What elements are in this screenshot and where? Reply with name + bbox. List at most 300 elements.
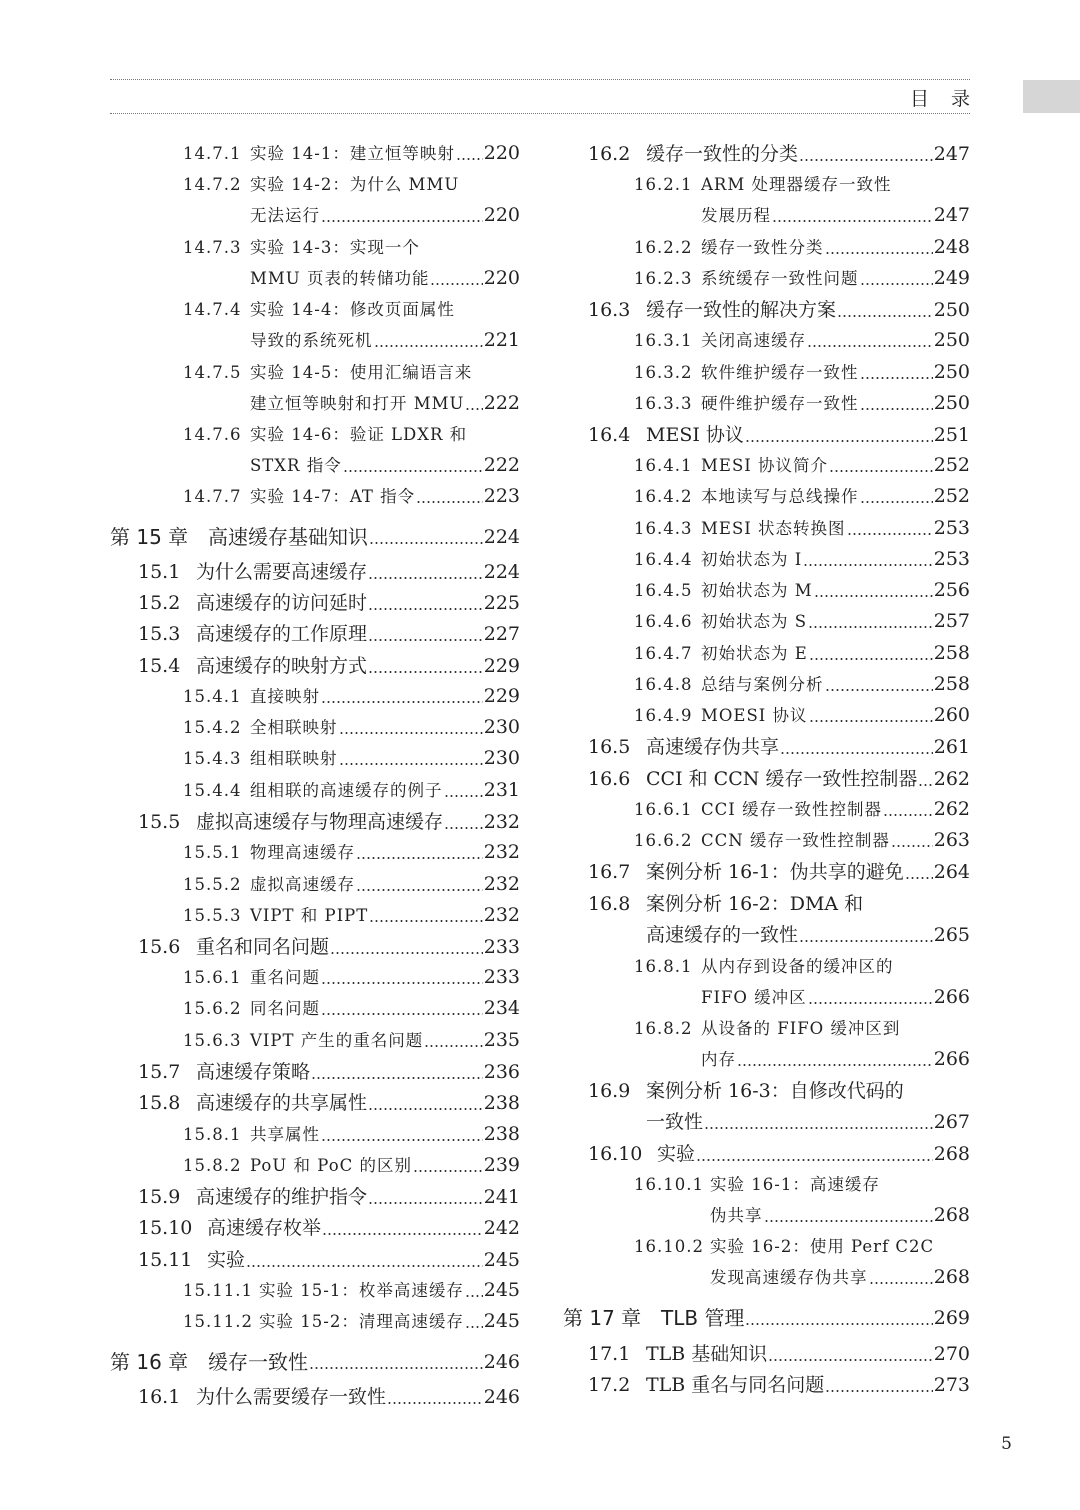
toc-entry-page: 269 [933, 1307, 970, 1329]
dot-leader [339, 743, 483, 774]
dot-leader [369, 522, 483, 553]
toc-entry-page: 253 [933, 548, 970, 570]
toc-entry-page: 249 [933, 267, 970, 289]
dot-leader [321, 962, 483, 993]
toc-entry[interactable] [588, 420, 970, 451]
toc-entry-number: 15.6.1 [183, 968, 242, 987]
toc-entry[interactable] [138, 1382, 520, 1413]
toc-entry[interactable] [634, 357, 970, 388]
dot-leader [246, 1245, 483, 1276]
toc-entry[interactable] [183, 1306, 520, 1337]
dot-leader [860, 388, 933, 419]
toc-entry-page: 258 [933, 673, 970, 695]
toc-entry-page: 227 [483, 623, 520, 645]
dot-leader [799, 139, 933, 170]
toc-entry-number: 14.7.1 [183, 144, 242, 163]
dot-leader [321, 1119, 483, 1150]
dot-leader [825, 1370, 932, 1401]
toc-entry[interactable] [183, 900, 520, 931]
toc-entry-title: CCI 和 CCN 缓存一致性控制器 [646, 768, 918, 790]
dot-leader [825, 669, 933, 700]
toc-entry-title: 全相联映射 [250, 718, 338, 737]
toc-entry[interactable] [110, 522, 520, 553]
toc-entry[interactable] [634, 450, 970, 481]
toc-entry-page: 223 [483, 485, 520, 507]
toc-entry-title: 缓存一致性的解决方案 [646, 299, 837, 321]
dot-leader [368, 1182, 483, 1213]
dot-leader [809, 700, 933, 731]
toc-entry[interactable] [183, 419, 520, 481]
toc-entry[interactable] [588, 139, 970, 170]
toc-entry-number: 16.7 [588, 861, 631, 883]
toc-entry[interactable] [634, 263, 970, 294]
dot-leader [465, 1275, 483, 1306]
dot-leader [311, 1057, 483, 1088]
toc-entry-page: 270 [933, 1343, 970, 1365]
toc-entry[interactable] [138, 619, 520, 650]
toc-entry-title: ARM 处理器缓存一致性 [701, 175, 892, 194]
dot-leader [444, 807, 483, 838]
toc-entry-title: 实验 15-1：枚举高速缓存 [259, 1281, 464, 1300]
toc-entry-title: 高速缓存基础知识 [208, 525, 368, 549]
dot-leader [465, 388, 482, 419]
toc-entry-number: 15.11 [138, 1249, 193, 1271]
dot-leader [860, 357, 933, 388]
toc-entry-page: 252 [933, 454, 970, 476]
toc-entry[interactable] [183, 993, 520, 1024]
toc-entry[interactable] [183, 138, 520, 169]
toc-entry-number: 16.2.2 [634, 238, 693, 257]
toc-entry-number: 15.6.2 [183, 999, 242, 1018]
toc-entry-title: 一致性 [646, 1111, 704, 1133]
toc-entry-number: 15.1 [138, 561, 181, 583]
toc-entry-title: 导致的系统死机 [250, 331, 373, 350]
toc-entry-title: 无法运行 [250, 206, 320, 225]
toc-entry-number: 16.4.5 [634, 581, 693, 600]
toc-entry-number: 16.4.9 [634, 706, 693, 725]
toc-entry-title: 高速缓存的一致性 [646, 924, 799, 946]
dot-leader [918, 764, 932, 795]
toc-entry[interactable] [138, 588, 520, 619]
toc-entry-title: 从内存到设备的缓冲区的 [701, 957, 894, 976]
toc-entry-page: 245 [483, 1249, 520, 1271]
toc-entry-number: 15.4.1 [183, 687, 242, 706]
toc-entry[interactable] [588, 857, 970, 888]
dot-leader [465, 1306, 483, 1337]
dot-leader [772, 200, 933, 231]
toc-entry[interactable] [634, 481, 970, 512]
dot-leader [745, 420, 933, 451]
toc-entry-number: 16.6.1 [634, 800, 693, 819]
toc-entry-page: 242 [483, 1217, 520, 1239]
toc-entry[interactable] [138, 1088, 520, 1119]
toc-entry-number: 14.7.3 [183, 238, 242, 257]
toc-entry-number: 15.4.2 [183, 718, 242, 737]
toc-entry-number: 15.8 [138, 1092, 181, 1114]
toc-entry[interactable] [588, 889, 970, 951]
toc-entry-title: 本地读写与总线操作 [701, 487, 859, 506]
toc-entry-number: 15.10 [138, 1217, 193, 1239]
toc-entry-page: 233 [483, 936, 520, 958]
toc-entry-page: 246 [483, 1351, 520, 1373]
toc-entry[interactable] [563, 1303, 970, 1334]
toc-entry[interactable] [634, 1169, 970, 1231]
dot-leader [814, 575, 933, 606]
toc-entry-number: 16.3.3 [634, 394, 693, 413]
toc-entry-number: 16.10 [588, 1143, 643, 1165]
toc-entry-number: 17.2 [588, 1374, 631, 1396]
toc-entry-page: 264 [933, 861, 970, 883]
toc-entry-title: 同名问题 [250, 999, 320, 1018]
toc-entry-number: 16.4.2 [634, 487, 693, 506]
toc-entry-title: 高速缓存的访问延时 [196, 592, 368, 614]
toc-entry-title: 案例分析 16-2：DMA 和 [646, 893, 864, 915]
toc-entry-number: 第 17 章 [563, 1306, 642, 1330]
toc-entry-number: 14.7.6 [183, 425, 242, 444]
toc-entry[interactable] [588, 1370, 970, 1401]
toc-entry[interactable] [183, 837, 520, 868]
toc-entry-page: 245 [483, 1279, 520, 1301]
toc-entry[interactable] [634, 575, 970, 606]
toc-entry-number: 16.8.2 [634, 1019, 693, 1038]
toc-entry[interactable] [138, 651, 520, 682]
toc-entry-number: 14.7.2 [183, 175, 242, 194]
toc-entry-number: 16.4.3 [634, 519, 693, 538]
dot-leader [413, 1150, 483, 1181]
dot-leader [704, 1107, 933, 1138]
toc-entry[interactable] [183, 169, 520, 231]
toc-entry-page: 225 [483, 592, 520, 614]
dot-leader [416, 481, 483, 512]
toc-entry[interactable] [634, 638, 970, 669]
toc-entry-title: TLB 基础知识 [646, 1343, 768, 1365]
toc-entry-number: 14.7.7 [183, 487, 242, 506]
toc-entry-page: 246 [483, 1386, 520, 1408]
toc-entry-page: 232 [483, 873, 520, 895]
toc-entry-page: 258 [933, 642, 970, 664]
toc-entry-number: 16.9 [588, 1080, 631, 1102]
toc-entry-page: 266 [933, 986, 970, 1008]
toc-entry-page: 256 [933, 579, 970, 601]
toc-entry[interactable] [634, 825, 970, 856]
toc-entry-number: 16.6.2 [634, 831, 693, 850]
toc-entry-number: 14.7.5 [183, 363, 242, 382]
toc-entry-title: 硬件维护缓存一致性 [701, 394, 859, 413]
toc-entry-page: 238 [483, 1092, 520, 1114]
toc-entry-page: 252 [933, 485, 970, 507]
toc-entry-title: 案例分析 16-3：自修改代码的 [646, 1080, 904, 1102]
toc-entry[interactable] [183, 1025, 520, 1056]
toc-entry-number: 15.4 [138, 655, 181, 677]
toc-entry-number: 15.5.3 [183, 906, 242, 925]
toc-entry-number: 14.7.4 [183, 300, 242, 319]
toc-entry-page: 224 [483, 526, 520, 548]
toc-entry-title: PoU 和 PoC 的区别 [250, 1156, 412, 1175]
toc-entry[interactable] [183, 775, 520, 806]
toc-entry-page: 229 [483, 655, 520, 677]
toc-entry-number: 16.3.2 [634, 363, 693, 382]
toc-entry-number: 15.4.4 [183, 781, 242, 800]
toc-entry-title: 为什么需要高速缓存 [196, 561, 368, 583]
dot-leader [456, 138, 483, 169]
dot-leader [809, 638, 933, 669]
toc-entry-title: 高速缓存的维护指令 [196, 1186, 368, 1208]
dot-leader [860, 481, 933, 512]
toc-entry-title: 实验 14-1：建立恒等映射 [250, 144, 455, 163]
toc-entry-title: 发展历程 [701, 206, 771, 225]
toc-entry[interactable] [634, 1013, 970, 1075]
toc-entry[interactable] [183, 1150, 520, 1181]
toc-entry[interactable] [183, 1275, 520, 1306]
toc-entry-number: 15.8.1 [183, 1125, 242, 1144]
toc-entry-number: 15.11.2 [183, 1312, 253, 1331]
toc-entry-title: 初始状态为 S [701, 612, 808, 631]
dot-leader [807, 325, 933, 356]
toc-entry[interactable] [138, 557, 520, 588]
toc-entry-number: 15.8.2 [183, 1156, 242, 1175]
toc-entry-title: 总结与案例分析 [701, 675, 824, 694]
toc-entry-page: 221 [483, 329, 520, 351]
dot-leader [368, 651, 483, 682]
toc-entry-title: 实验 15-2：清理高速缓存 [259, 1312, 464, 1331]
toc-entry-number: 16.4 [588, 424, 631, 446]
toc-entry-title: 实验 [207, 1249, 246, 1271]
toc-entry-title: 发现高速缓存伪共享 [710, 1268, 868, 1287]
dot-leader [799, 920, 933, 951]
toc-entry-page: 236 [483, 1061, 520, 1083]
toc-entry[interactable] [634, 794, 970, 825]
dot-leader [430, 263, 482, 294]
toc-entry-page: 247 [933, 143, 970, 165]
toc-entry[interactable] [634, 544, 970, 575]
toc-entry-title: MMU 页表的转储功能 [250, 269, 430, 288]
toc-entry-page: 263 [933, 829, 970, 851]
toc-entry[interactable] [183, 681, 520, 712]
toc-entry-title: 实验 14-7：AT 指令 [250, 487, 416, 506]
toc-entry-title: 系统缓存一致性问题 [701, 269, 859, 288]
toc-entry[interactable] [138, 932, 520, 963]
dot-leader [356, 869, 483, 900]
dot-leader [321, 993, 483, 1024]
page-number: 5 [1001, 1434, 1012, 1454]
toc-entry-page: 268 [933, 1204, 970, 1226]
toc-entry[interactable] [183, 232, 520, 294]
toc-entry-title: 高速缓存伪共享 [646, 736, 780, 758]
toc-entry-number: 16.3 [588, 299, 631, 321]
toc-entry-page: 232 [483, 811, 520, 833]
toc-entry-title: 伪共享 [710, 1206, 763, 1225]
toc-entry[interactable] [183, 294, 520, 356]
toc-entry-title: TLB 重名与同名问题 [646, 1374, 825, 1396]
toc-entry-number: 16.2.3 [634, 269, 693, 288]
toc-entry-title: 从设备的 FIFO 缓冲区到 [701, 1019, 901, 1038]
toc-entry-title: 实验 14-3：实现一个 [250, 238, 420, 257]
toc-entry-title: 初始状态为 E [701, 644, 808, 663]
dot-leader [847, 513, 933, 544]
toc-entry-title: 为什么需要缓存一致性 [196, 1386, 387, 1408]
toc-entry[interactable] [634, 951, 970, 1013]
toc-entry-title: 重名和同名问题 [196, 936, 330, 958]
toc-entry-page: 248 [933, 236, 970, 258]
dot-leader [330, 932, 483, 963]
toc-entry-number: 第 15 章 [110, 525, 189, 549]
dot-leader [368, 588, 483, 619]
toc-entry[interactable] [634, 606, 970, 637]
dot-leader [356, 837, 483, 868]
toc-entry-page: 232 [483, 904, 520, 926]
toc-entry-title: 高速缓存的工作原理 [196, 623, 368, 645]
toc-entry-title: 实验 16-2：使用 Perf C2C [710, 1237, 935, 1256]
toc-entry-title: CCI 缓存一致性控制器 [701, 800, 883, 819]
dot-leader [837, 295, 933, 326]
header-bottom-rule [110, 113, 970, 114]
toc-entry-number: 16.8.1 [634, 957, 693, 976]
toc-entry-number: 16.2 [588, 143, 631, 165]
toc-entry-title: 内存 [701, 1050, 736, 1069]
toc-entry-title: 虚拟高速缓存与物理高速缓存 [196, 811, 444, 833]
dot-leader [321, 681, 483, 712]
toc-entry-title: 共享属性 [250, 1125, 320, 1144]
thumb-tab [1023, 80, 1080, 113]
toc-entry-number: 16.4.1 [634, 456, 693, 475]
toc-entry-title: TLB 管理 [661, 1306, 745, 1330]
toc-entry-number: 15.6.3 [183, 1031, 242, 1050]
toc-entry[interactable] [183, 481, 520, 512]
toc-entry[interactable] [183, 1119, 520, 1150]
toc-entry[interactable] [588, 1139, 970, 1170]
toc-entry-title: 实验 [657, 1143, 696, 1165]
toc-entry-title: 高速缓存枚举 [207, 1217, 322, 1239]
toc-entry-page: 241 [483, 1186, 520, 1208]
toc-entry[interactable] [634, 1231, 970, 1293]
toc-entry-page: 247 [933, 204, 970, 226]
toc-entry-number: 第 16 章 [110, 1350, 189, 1374]
toc-entry[interactable] [634, 388, 970, 419]
toc-entry[interactable] [588, 1076, 970, 1138]
toc-entry-page: 245 [483, 1310, 520, 1332]
toc-entry-page: 253 [933, 517, 970, 539]
toc-entry[interactable] [588, 1339, 970, 1370]
toc-entry-number: 15.4.3 [183, 749, 242, 768]
dot-leader [387, 1382, 483, 1413]
toc-entry-page: 230 [483, 747, 520, 769]
toc-entry-number: 15.5 [138, 811, 181, 833]
toc-entry[interactable] [588, 295, 970, 326]
dot-leader [891, 825, 933, 856]
toc-entry-page: 220 [483, 267, 520, 289]
toc-entry[interactable] [138, 1245, 520, 1276]
toc-entry-number: 16.2.1 [634, 175, 693, 194]
toc-entry[interactable] [634, 700, 970, 731]
toc-entry-page: 238 [483, 1123, 520, 1145]
toc-entry-number: 16.4.4 [634, 550, 693, 569]
toc-entry-title: 软件维护缓存一致性 [701, 363, 859, 382]
toc-entry[interactable] [588, 732, 970, 763]
dot-leader [444, 775, 483, 806]
toc-entry[interactable] [634, 232, 970, 263]
toc-entry[interactable] [138, 807, 520, 838]
toc-entry[interactable] [138, 1182, 520, 1213]
toc-entry-page: 229 [483, 685, 520, 707]
dot-leader [368, 619, 483, 650]
toc-entry-title: STXR 指令 [250, 456, 342, 475]
toc-entry-page: 230 [483, 716, 520, 738]
toc-entry-page: 257 [933, 610, 970, 632]
dot-leader [368, 557, 483, 588]
toc-entry-page: 250 [933, 299, 970, 321]
toc-entry[interactable] [183, 869, 520, 900]
toc-entry-page: 266 [933, 1048, 970, 1070]
toc-entry[interactable] [183, 712, 520, 743]
toc-entry-title: MESI 协议 [646, 424, 744, 446]
toc-entry-title: 关闭高速缓存 [701, 331, 806, 350]
toc-entry-title: 案例分析 16-1：伪共享的避免 [646, 861, 904, 883]
toc-entry-title: 高速缓存策略 [196, 1061, 311, 1083]
toc-entry-title: 缓存一致性分类 [701, 238, 824, 257]
dot-leader [369, 900, 482, 931]
dot-leader [883, 794, 933, 825]
toc-entry-page: 220 [483, 204, 520, 226]
toc-entry-number: 17.1 [588, 1343, 631, 1365]
toc-entry-page: 250 [933, 329, 970, 351]
dot-leader [321, 200, 483, 231]
toc-entry[interactable] [138, 1057, 520, 1088]
toc-entry-number: 15.7 [138, 1061, 181, 1083]
toc-entry-number: 16.5 [588, 736, 631, 758]
toc-entry[interactable] [588, 764, 970, 795]
toc-entry[interactable] [183, 743, 520, 774]
toc-entry-title: 重名问题 [250, 968, 320, 987]
toc-entry[interactable] [634, 169, 970, 231]
toc-entry-title: CCN 缓存一致性控制器 [701, 831, 890, 850]
header-top-rule [110, 79, 970, 80]
toc-entry-page: 250 [933, 361, 970, 383]
dot-leader [764, 1200, 933, 1231]
toc-entry-title: 高速缓存的映射方式 [196, 655, 368, 677]
toc-entry-title: 直接映射 [250, 687, 320, 706]
toc-entry-title: 实验 14-4：修改页面属性 [250, 300, 455, 319]
dot-leader [825, 232, 933, 263]
toc-entry-page: 261 [933, 736, 970, 758]
dot-leader [808, 606, 933, 637]
toc-entry[interactable] [183, 962, 520, 993]
toc-entry-number: 15.9 [138, 1186, 181, 1208]
toc-entry[interactable] [183, 357, 520, 419]
toc-entry-title: FIFO 缓冲区 [701, 988, 807, 1007]
toc-entry-title: 高速缓存的共享属性 [196, 1092, 368, 1114]
toc-entry-page: 234 [483, 997, 520, 1019]
dot-leader [339, 712, 483, 743]
toc-entry[interactable] [634, 325, 970, 356]
toc-entry-page: 222 [483, 392, 520, 414]
dot-leader [869, 1262, 933, 1293]
toc-entry-title: 虚拟高速缓存 [250, 875, 355, 894]
toc-entry[interactable] [138, 1213, 520, 1244]
toc-entry-page: 262 [933, 768, 970, 790]
dot-leader [374, 325, 483, 356]
toc-entry-number: 16.4.7 [634, 644, 693, 663]
toc-entry-number: 15.3 [138, 623, 181, 645]
toc-entry[interactable] [634, 513, 970, 544]
toc-entry[interactable] [110, 1347, 520, 1378]
toc-entry[interactable] [634, 669, 970, 700]
dot-leader [768, 1339, 932, 1370]
toc-entry-page: 224 [483, 561, 520, 583]
toc-entry-number: 16.6 [588, 768, 631, 790]
dot-leader [737, 1044, 933, 1075]
toc-entry-page: 273 [933, 1374, 970, 1396]
toc-entry-page: 232 [483, 841, 520, 863]
